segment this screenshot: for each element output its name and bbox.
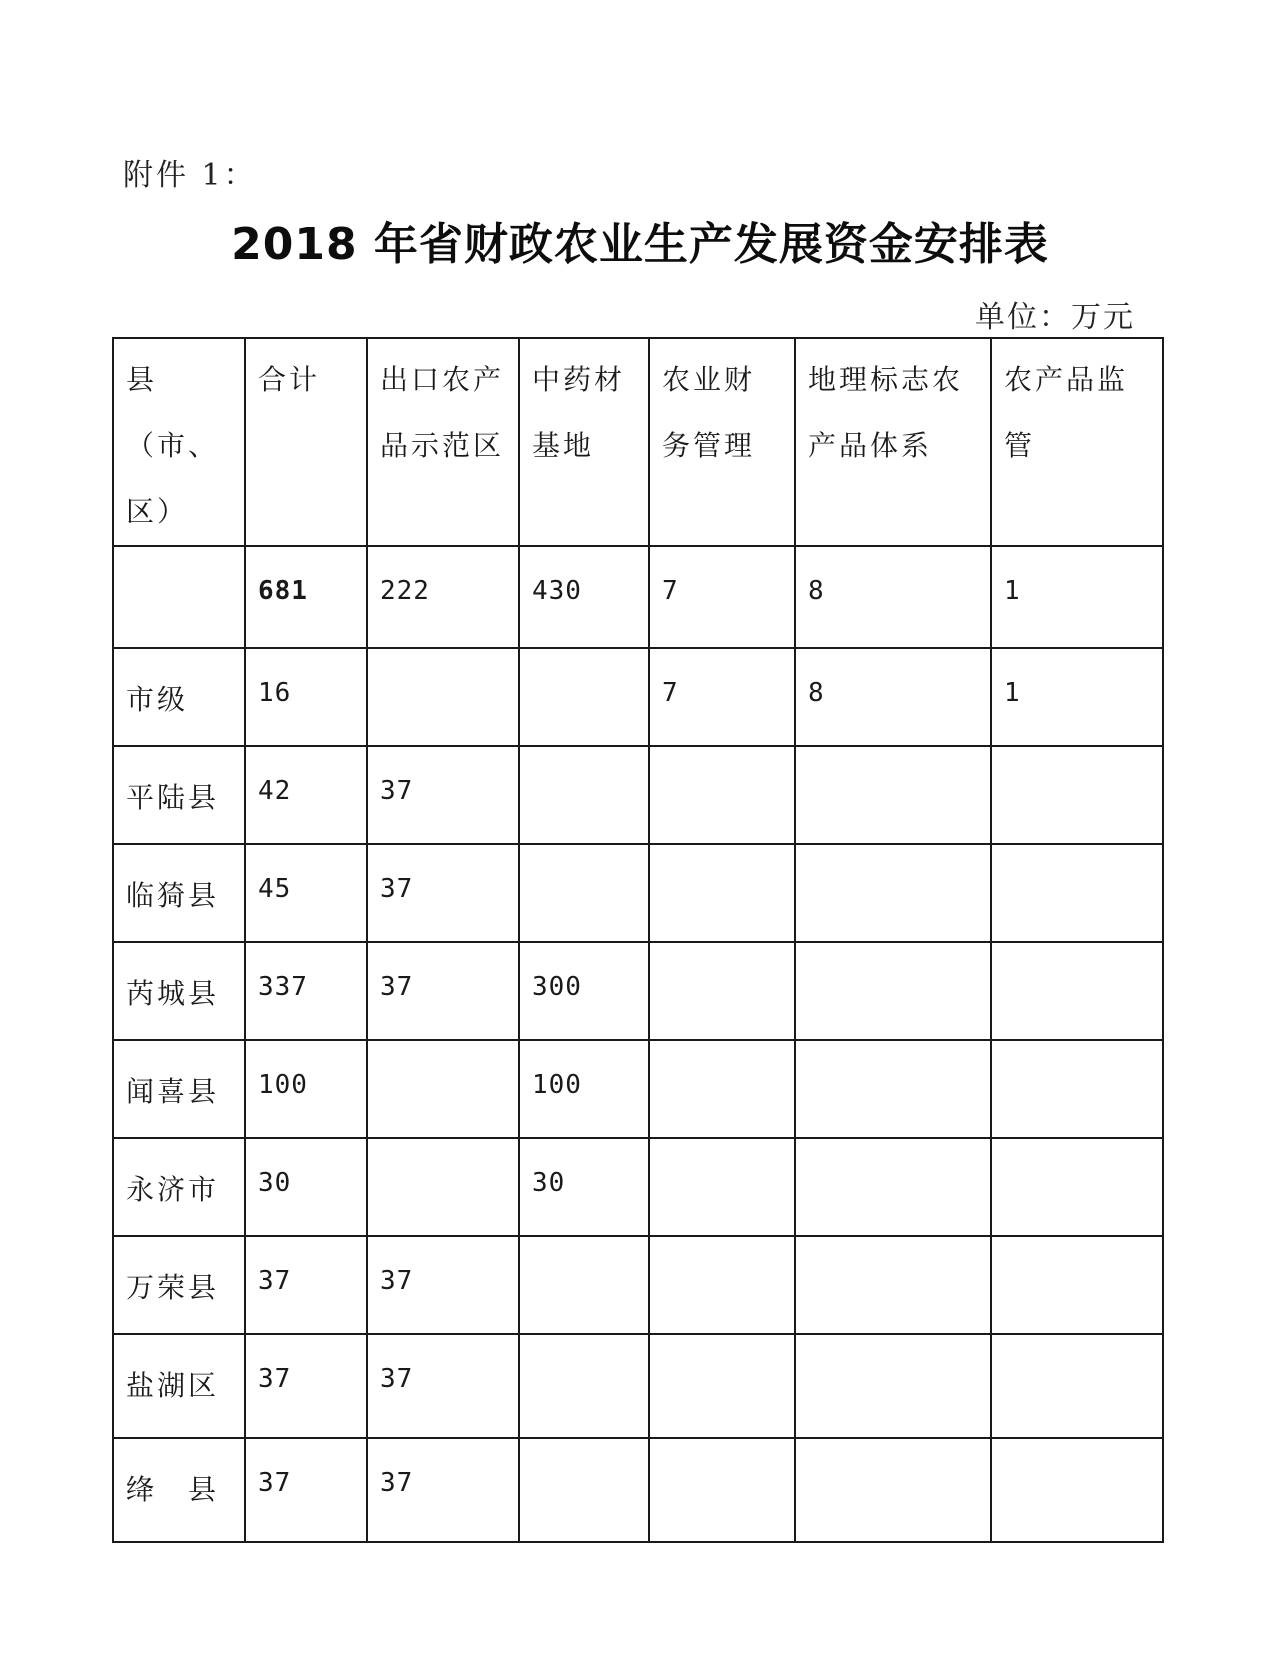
table-cell: 37 — [367, 1334, 519, 1438]
table-cell: 37 — [245, 1236, 367, 1334]
table-cell — [367, 648, 519, 746]
table-cell — [649, 746, 795, 844]
table-cell — [991, 1438, 1163, 1542]
table-cell — [991, 1040, 1163, 1138]
table-cell: 盐湖区 — [113, 1334, 245, 1438]
table-cell — [649, 1334, 795, 1438]
table-row — [113, 1438, 1163, 1542]
table-cell: 37 — [245, 1334, 367, 1438]
table-cell: 222 — [367, 546, 519, 648]
table-cell — [649, 844, 795, 942]
table-cell: 芮城县 — [113, 942, 245, 1040]
table-cell — [991, 844, 1163, 942]
table-cell — [991, 746, 1163, 844]
table-row — [113, 648, 1163, 746]
table-cell: 万荣县 — [113, 1236, 245, 1334]
table-cell — [649, 942, 795, 1040]
table-cell — [795, 1236, 991, 1334]
table-cell: 8 — [795, 546, 991, 648]
table-cell: 7 — [649, 648, 795, 746]
table-cell — [113, 546, 245, 648]
header-herb-base: 中药材基地 — [519, 338, 649, 546]
table-cell — [519, 648, 649, 746]
table-cell: 16 — [245, 648, 367, 746]
table-row — [113, 1138, 1163, 1236]
table-cell — [519, 1236, 649, 1334]
table-cell — [519, 844, 649, 942]
table-cell: 永济市 — [113, 1138, 245, 1236]
document-title: 2018 年省财政农业生产发展资金安排表 — [231, 219, 1049, 270]
table-cell — [649, 1236, 795, 1334]
table-cell: 临猗县 — [113, 844, 245, 942]
table-cell: 37 — [367, 844, 519, 942]
table-cell: 1 — [991, 546, 1163, 648]
table-cell: 430 — [519, 546, 649, 648]
header-finance-management: 农业财务管理 — [649, 338, 795, 546]
table-cell: 30 — [245, 1138, 367, 1236]
table-total-row — [113, 546, 1163, 648]
table-cell: 市级 — [113, 648, 245, 746]
header-county: 县（市、区） — [113, 338, 245, 546]
table-cell: 37 — [367, 1438, 519, 1542]
table-cell: 337 — [245, 942, 367, 1040]
table-row — [113, 1236, 1163, 1334]
table-cell: 7 — [649, 546, 795, 648]
header-geo-indication: 地理标志农产品体系 — [795, 338, 991, 546]
header-total: 合计 — [245, 338, 367, 546]
table-cell: 闻喜县 — [113, 1040, 245, 1138]
table-cell — [991, 1334, 1163, 1438]
table-row — [113, 1040, 1163, 1138]
table-cell: 100 — [245, 1040, 367, 1138]
table-header-row — [113, 338, 1163, 546]
table-cell — [991, 942, 1163, 1040]
table-cell — [649, 1438, 795, 1542]
table-cell: 681 — [245, 546, 367, 648]
table-cell — [367, 1040, 519, 1138]
table-row — [113, 746, 1163, 844]
attachment-label: 附件 1： — [123, 158, 257, 193]
table-cell — [367, 1138, 519, 1236]
table-cell — [795, 942, 991, 1040]
table-cell — [795, 1040, 991, 1138]
table-cell: 30 — [519, 1138, 649, 1236]
table-cell: 37 — [367, 746, 519, 844]
table-cell — [649, 1040, 795, 1138]
table-row — [113, 1334, 1163, 1438]
table-cell — [795, 844, 991, 942]
header-product-supervision: 农产品监管 — [991, 338, 1163, 546]
table-cell — [795, 746, 991, 844]
table-cell: 37 — [367, 1236, 519, 1334]
table-cell: 100 — [519, 1040, 649, 1138]
table-cell: 42 — [245, 746, 367, 844]
unit-label: 单位：万元 — [975, 300, 1135, 335]
table-cell: 平陆县 — [113, 746, 245, 844]
table-cell: 1 — [991, 648, 1163, 746]
table-cell: 37 — [367, 942, 519, 1040]
table-cell — [991, 1236, 1163, 1334]
table-cell — [795, 1334, 991, 1438]
table-cell — [991, 1138, 1163, 1236]
header-export-demo-zone: 出口农产品示范区 — [367, 338, 519, 546]
table-row — [113, 844, 1163, 942]
table-cell: 45 — [245, 844, 367, 942]
table-cell — [519, 1438, 649, 1542]
table-cell — [795, 1438, 991, 1542]
table-cell: 绛 县 — [113, 1438, 245, 1542]
table-cell — [795, 1138, 991, 1236]
table-row — [113, 942, 1163, 1040]
table-cell: 8 — [795, 648, 991, 746]
table-cell — [519, 1334, 649, 1438]
table-cell: 37 — [245, 1438, 367, 1542]
table-cell: 300 — [519, 942, 649, 1040]
table-cell — [649, 1138, 795, 1236]
table-cell — [519, 746, 649, 844]
allocation-table — [112, 337, 1164, 1543]
